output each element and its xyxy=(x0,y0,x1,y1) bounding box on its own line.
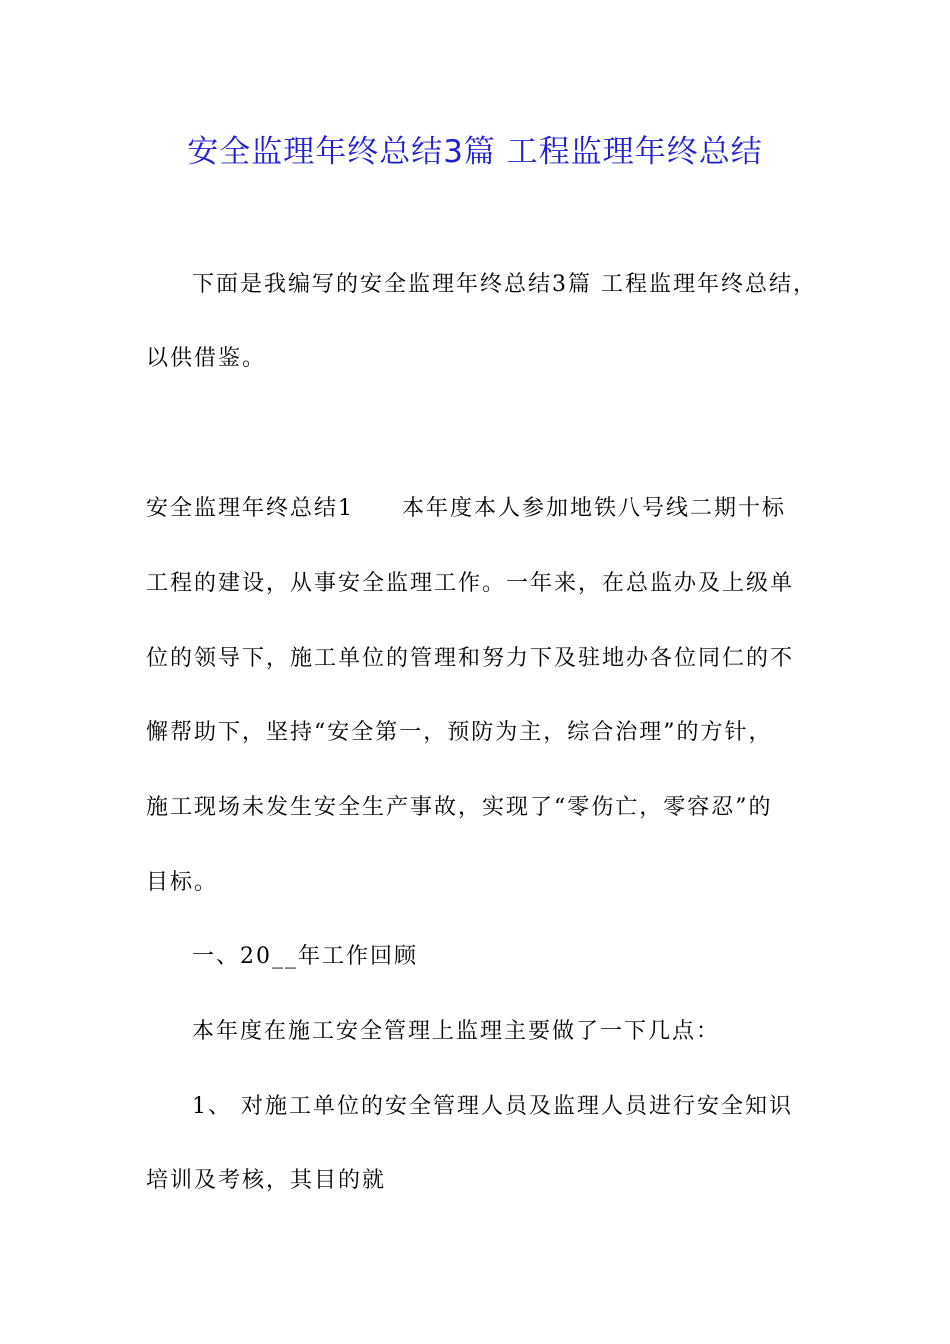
section1-line-4: 懈帮助下，坚持“安全第一，预防为主，综合治理”的方针， xyxy=(146,720,773,745)
intro-line-2: 以供借鉴。 xyxy=(146,346,267,371)
review-item-1-line-2: 培训及考核，其目的就 xyxy=(146,1168,387,1193)
section1-line-5: 施工现场未发生安全生产事故，实现了“零伤亡，零容忍”的 xyxy=(146,795,773,820)
review-summary: 本年度在施工安全管理上监理主要做了一下几点： xyxy=(192,1019,721,1044)
section1-line-1: 安全监理年终总结1 本年度本人参加地铁八号线二期十标 xyxy=(146,496,786,521)
section1-line-3: 位的领导下，施工单位的管理和努力下及驻地办各位同仁的不 xyxy=(146,646,795,671)
document-title: 安全监理年终总结3篇 工程监理年终总结 xyxy=(187,134,763,170)
section1-line-6: 目标。 xyxy=(146,870,219,895)
intro-line-1: 下面是我编写的安全监理年终总结3篇 工程监理年终总结， xyxy=(192,272,817,297)
section1-line-2: 工程的建设，从事安全监理工作。一年来，在总监办及上级单 xyxy=(146,571,795,596)
review-item-1-line-1: 1、 对施工单位的安全管理人员及监理人员进行安全知识 xyxy=(192,1094,793,1119)
review-heading: 一、20__年工作回顾 xyxy=(192,944,418,969)
